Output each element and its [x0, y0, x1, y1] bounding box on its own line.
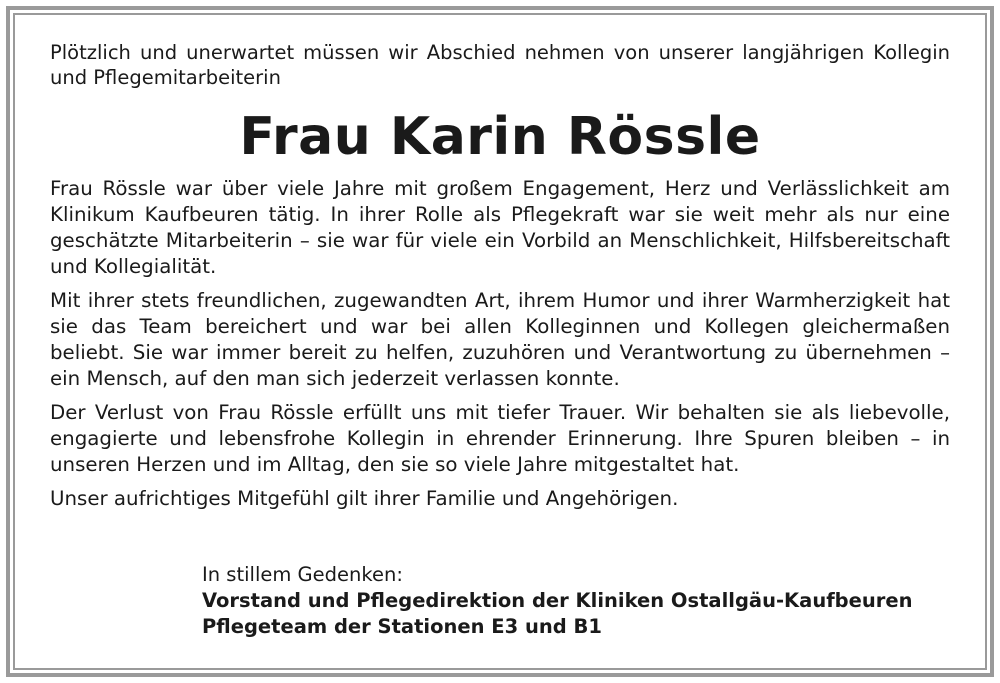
signature-lead: In stillem Gedenken: — [202, 563, 403, 586]
paragraph-1: Frau Rössle war über viele Jahre mit großem Engagement, Herz und Verlässlichkeit am Klinikum Kaufbeuren tätig. In ihrer Rolle als Pflegekraft war sie weit mehr als nur eine geschätzte Mitarbeiterin – sie war für viele ein Vorbild an Menschlichkeit, Hilfsbereitschaft und Kollegialität. — [50, 177, 950, 278]
deceased-name: Frau Karin Rössle — [239, 107, 761, 167]
intro-text: Plötzlich und unerwartet müssen wir Abschied nehmen von unserer langjährigen Kollegin und Pflegemitarbeiterin — [50, 41, 950, 89]
signature-line-1: Vorstand und Pflegedirektion der Kliniken Ostallgäu-Kaufbeuren — [202, 589, 913, 612]
obituary-notice — [50, 40, 950, 520]
paragraph-4: Unser aufrichtiges Mitgefühl gilt ihrer Familie und Angehörigen. — [50, 487, 679, 510]
paragraph-3: Der Verlust von Frau Rössle erfüllt uns mit tiefer Trauer. Wir behalten sie als liebevolle, engagierte und lebensfrohe Kollegin in ehrender Erinnerung. Ihre Spuren bleiben – in unseren Herzen und im Alltag, den sie so viele Jahre mitgestaltet hat. — [50, 401, 950, 476]
signature-line-2: Pflegeteam der Stationen E3 und B1 — [202, 615, 602, 638]
signature-block — [202, 562, 962, 640]
paragraph-2: Mit ihrer stets freundlichen, zugewandten Art, ihrem Humor und ihrer Warmherzigkeit hat sie das Team bereichert und war bei allen Kolleginnen und Kollegen gleichermaßen beliebt. Sie war immer bereit zu helfen, zuzuhören und Verantwortung zu übernehmen – ein Mensch, auf den man sich jederzeit verlassen konnte. — [50, 289, 950, 390]
